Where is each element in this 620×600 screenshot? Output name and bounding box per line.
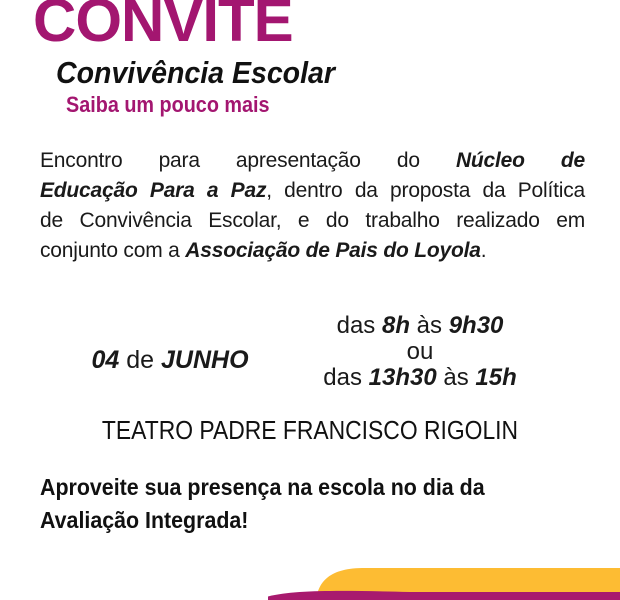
footer-magenta-band: [268, 591, 620, 600]
event-date: 04 de JUNHO: [91, 346, 249, 374]
event-times: [270, 313, 570, 391]
page-title: CONVITE: [33, 0, 293, 54]
body-paragraph: [40, 146, 585, 266]
subtitle: Convivência Escolar: [56, 55, 335, 90]
closing-line-2: Avaliação Integrada!: [40, 507, 249, 533]
body-line-2: Educação Para a Paz, dentro da proposta da Política: [40, 179, 585, 202]
time-or: ou: [406, 338, 434, 365]
body-line-4: conjunto com a Associação de Pais do Loyola.: [40, 239, 487, 262]
closing-message: [40, 471, 561, 537]
closing-line-1: Aproveite sua presença na escola no dia da: [40, 474, 485, 500]
body-line-3: de Convivência Escolar, e do trabalho realizado em: [40, 209, 585, 232]
tagline: Saiba um pouco mais: [66, 92, 270, 117]
venue: TEATRO PADRE FRANCISCO RIGOLIN: [101, 415, 519, 445]
body-line-1: Encontro para apresentação do Núcleo de: [40, 149, 585, 172]
footer-ribbon-graphic: [0, 555, 620, 600]
time-afternoon: das 13h30 às 15h: [323, 364, 517, 391]
time-morning: das 8h às 9h30: [336, 312, 504, 339]
